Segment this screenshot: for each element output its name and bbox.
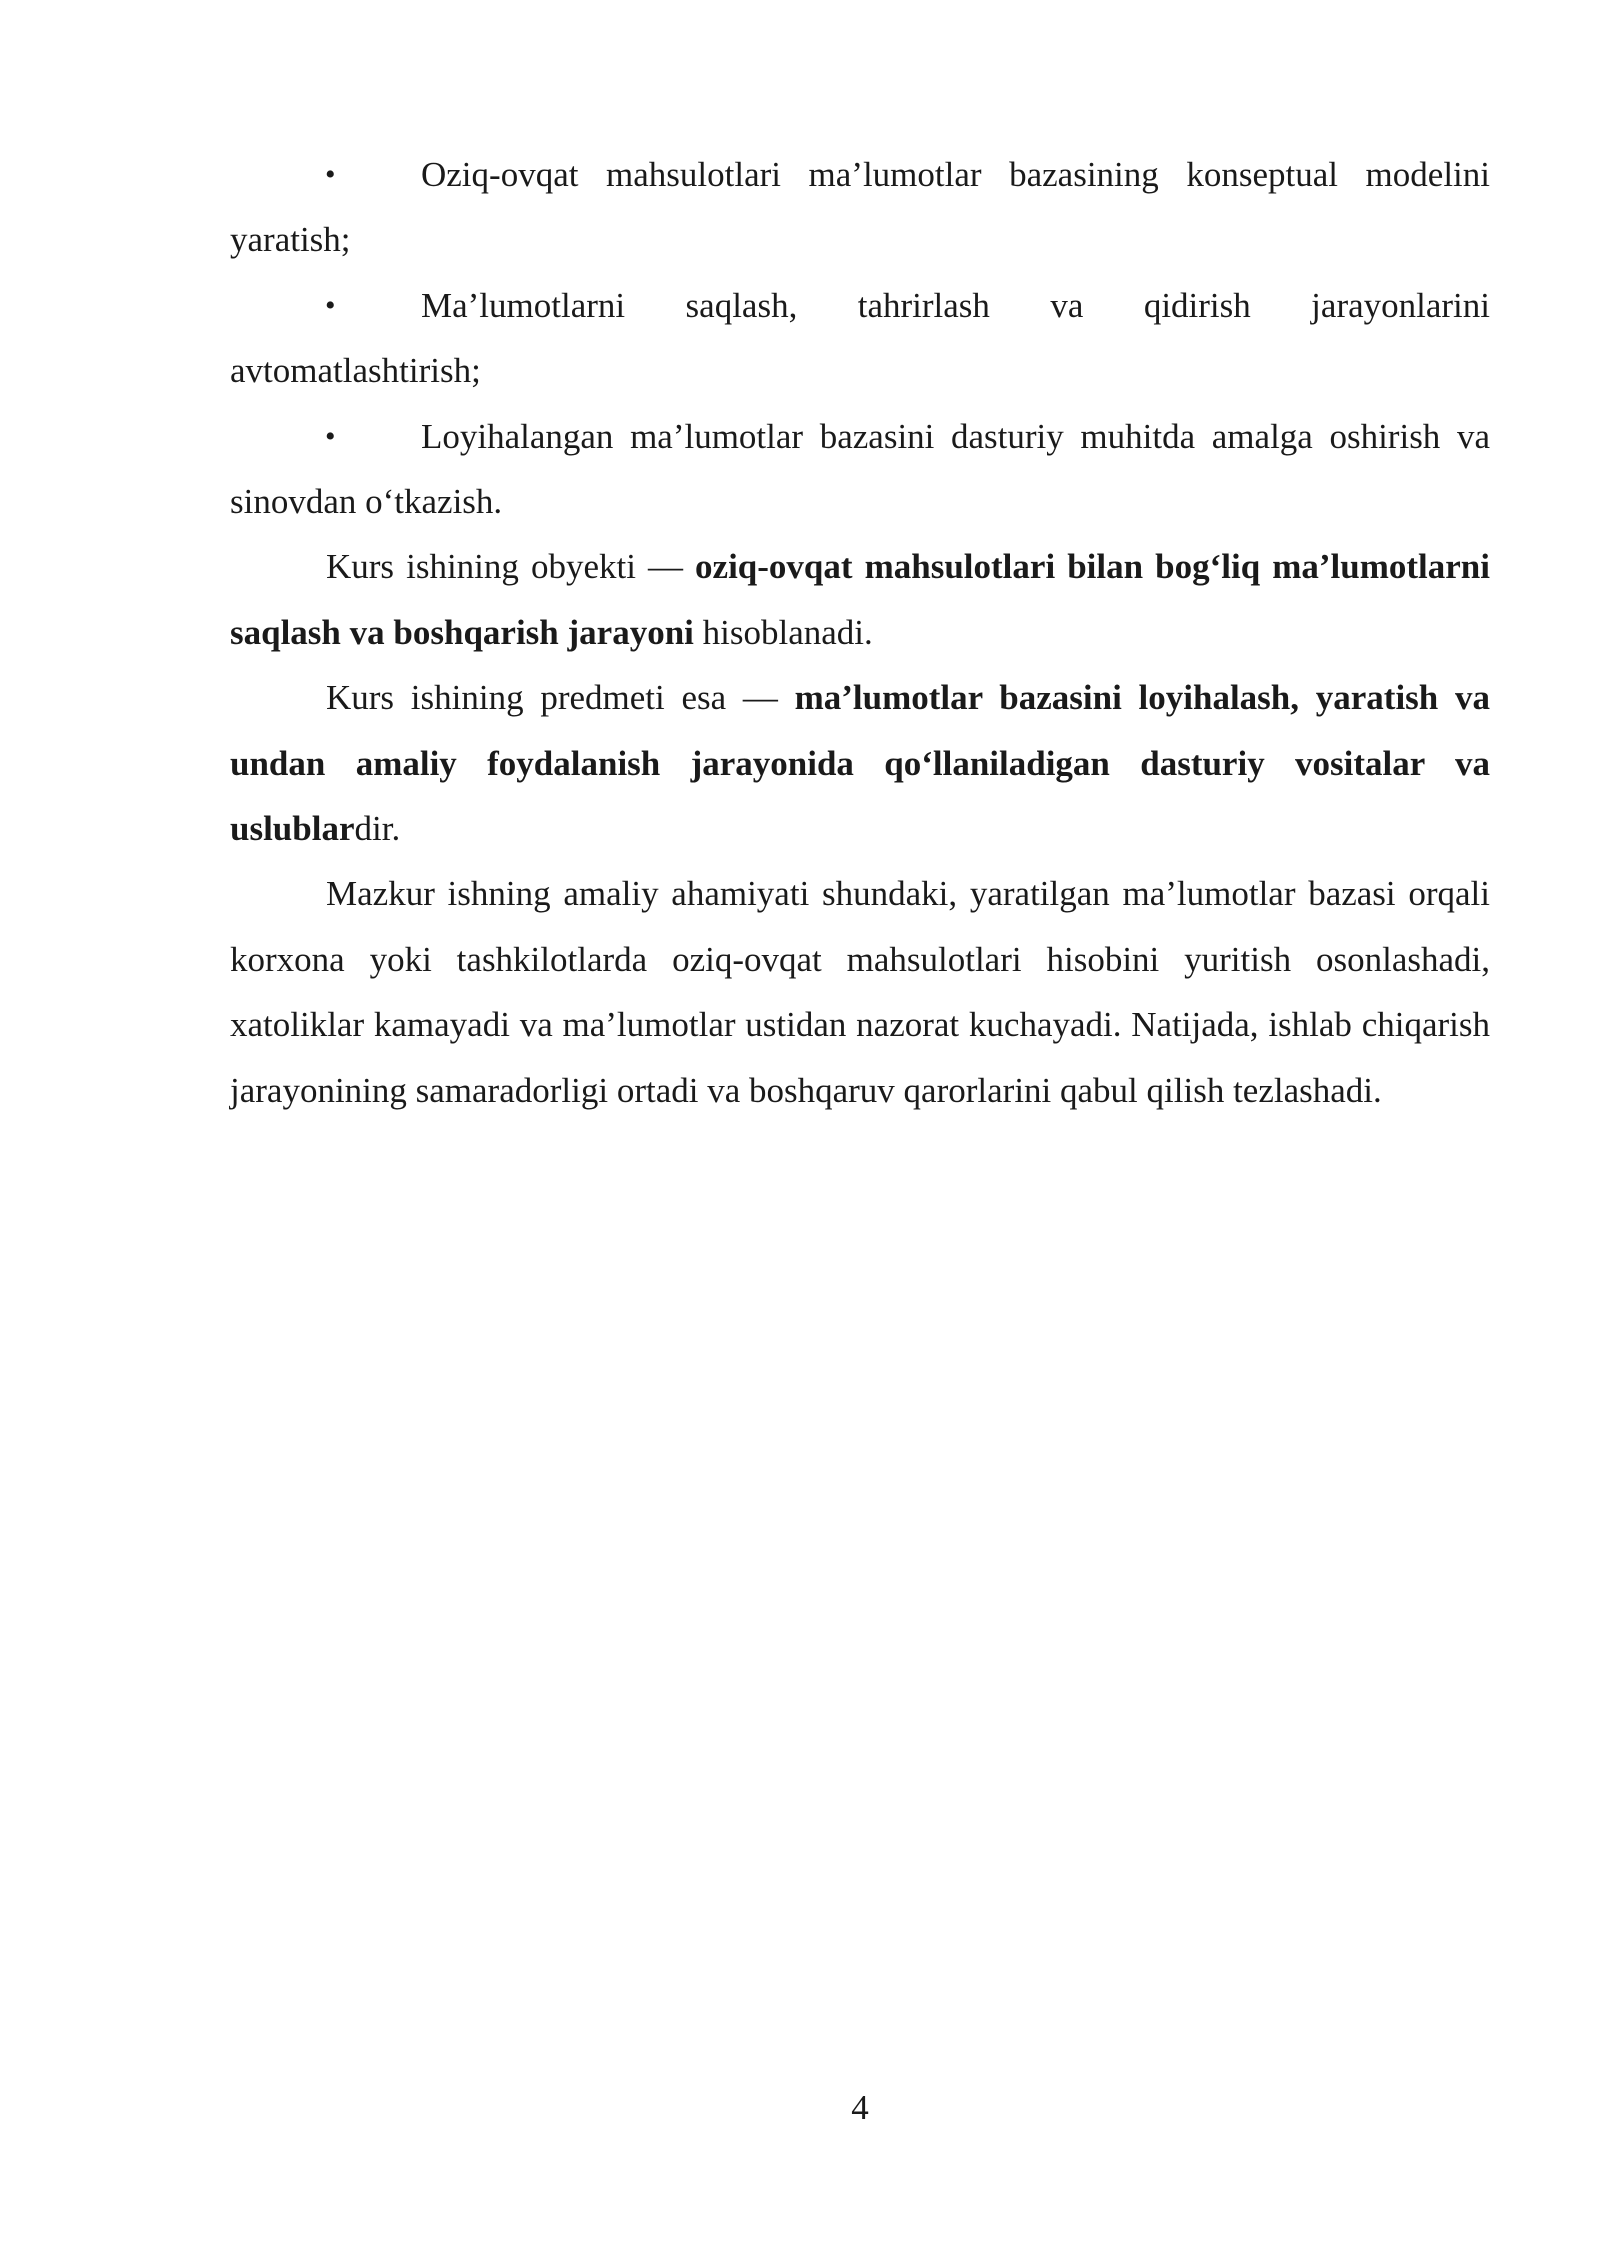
bullet-icon: • — [325, 288, 336, 322]
body-text — [230, 142, 1490, 1123]
paragraph-object — [230, 534, 1490, 665]
paragraph-subject — [230, 665, 1490, 861]
paragraph-object-tail: hisoblanadi. — [693, 612, 873, 652]
bullet-text: Loyihalangan ma’lumotlar bazasini dasturiy muhitda amalga oshirish va sinovdan o‘tkazish. — [230, 416, 1490, 522]
paragraph-subject-tail: dir. — [354, 809, 401, 849]
bullet-text: Ma’lumotlarni saqlash, tahrirlash va qidirish jarayonlarini avtomatlashtirish; — [230, 285, 1490, 391]
bullet-item — [230, 273, 1490, 404]
paragraph-object-bold: oziq-ovqat mahsulotlari bilan bog‘liq ma’lumotlarni saqlash va boshqarish jarayoni — [230, 547, 1490, 652]
bullet-icon: • — [325, 419, 336, 453]
paragraph-object-lead: Kurs ishining obyekti — — [326, 547, 696, 587]
bullet-text: Oziq-ovqat mahsulotlari ma’lumotlar bazasining konseptual modelini yaratish; — [230, 155, 1490, 260]
bullet-icon: • — [325, 158, 336, 191]
page-number: 4 — [851, 2088, 869, 2127]
paragraph-significance: Mazkur ishning amaliy ahamiyati shundaki, yaratilgan ma’lumotlar bazasi orqali korxona yoki tashkilotlarda oziq-ovqat mahsulotlari hisobini yuritish osonlashadi, xatoliklar kamayadi va ma’lumotlar ustidan nazorat kuchayadi. Natijada, ishlab chiqarish jarayonining samaradorligi ortadi va boshqaruv qarorlarini qabul qilish tezlashadi. — [230, 874, 1490, 1110]
bullet-item — [230, 404, 1490, 535]
paragraph-subject-bold: ma’lumotlar bazasini loyihalash, yaratish va undan amaliy foydalanish jarayonida qo‘llaniladigan dasturiy vositalar va uslublar — [230, 678, 1490, 849]
bullet-item — [230, 142, 1490, 273]
paragraph-subject-lead: Kurs ishining predmeti esa — — [326, 678, 795, 718]
